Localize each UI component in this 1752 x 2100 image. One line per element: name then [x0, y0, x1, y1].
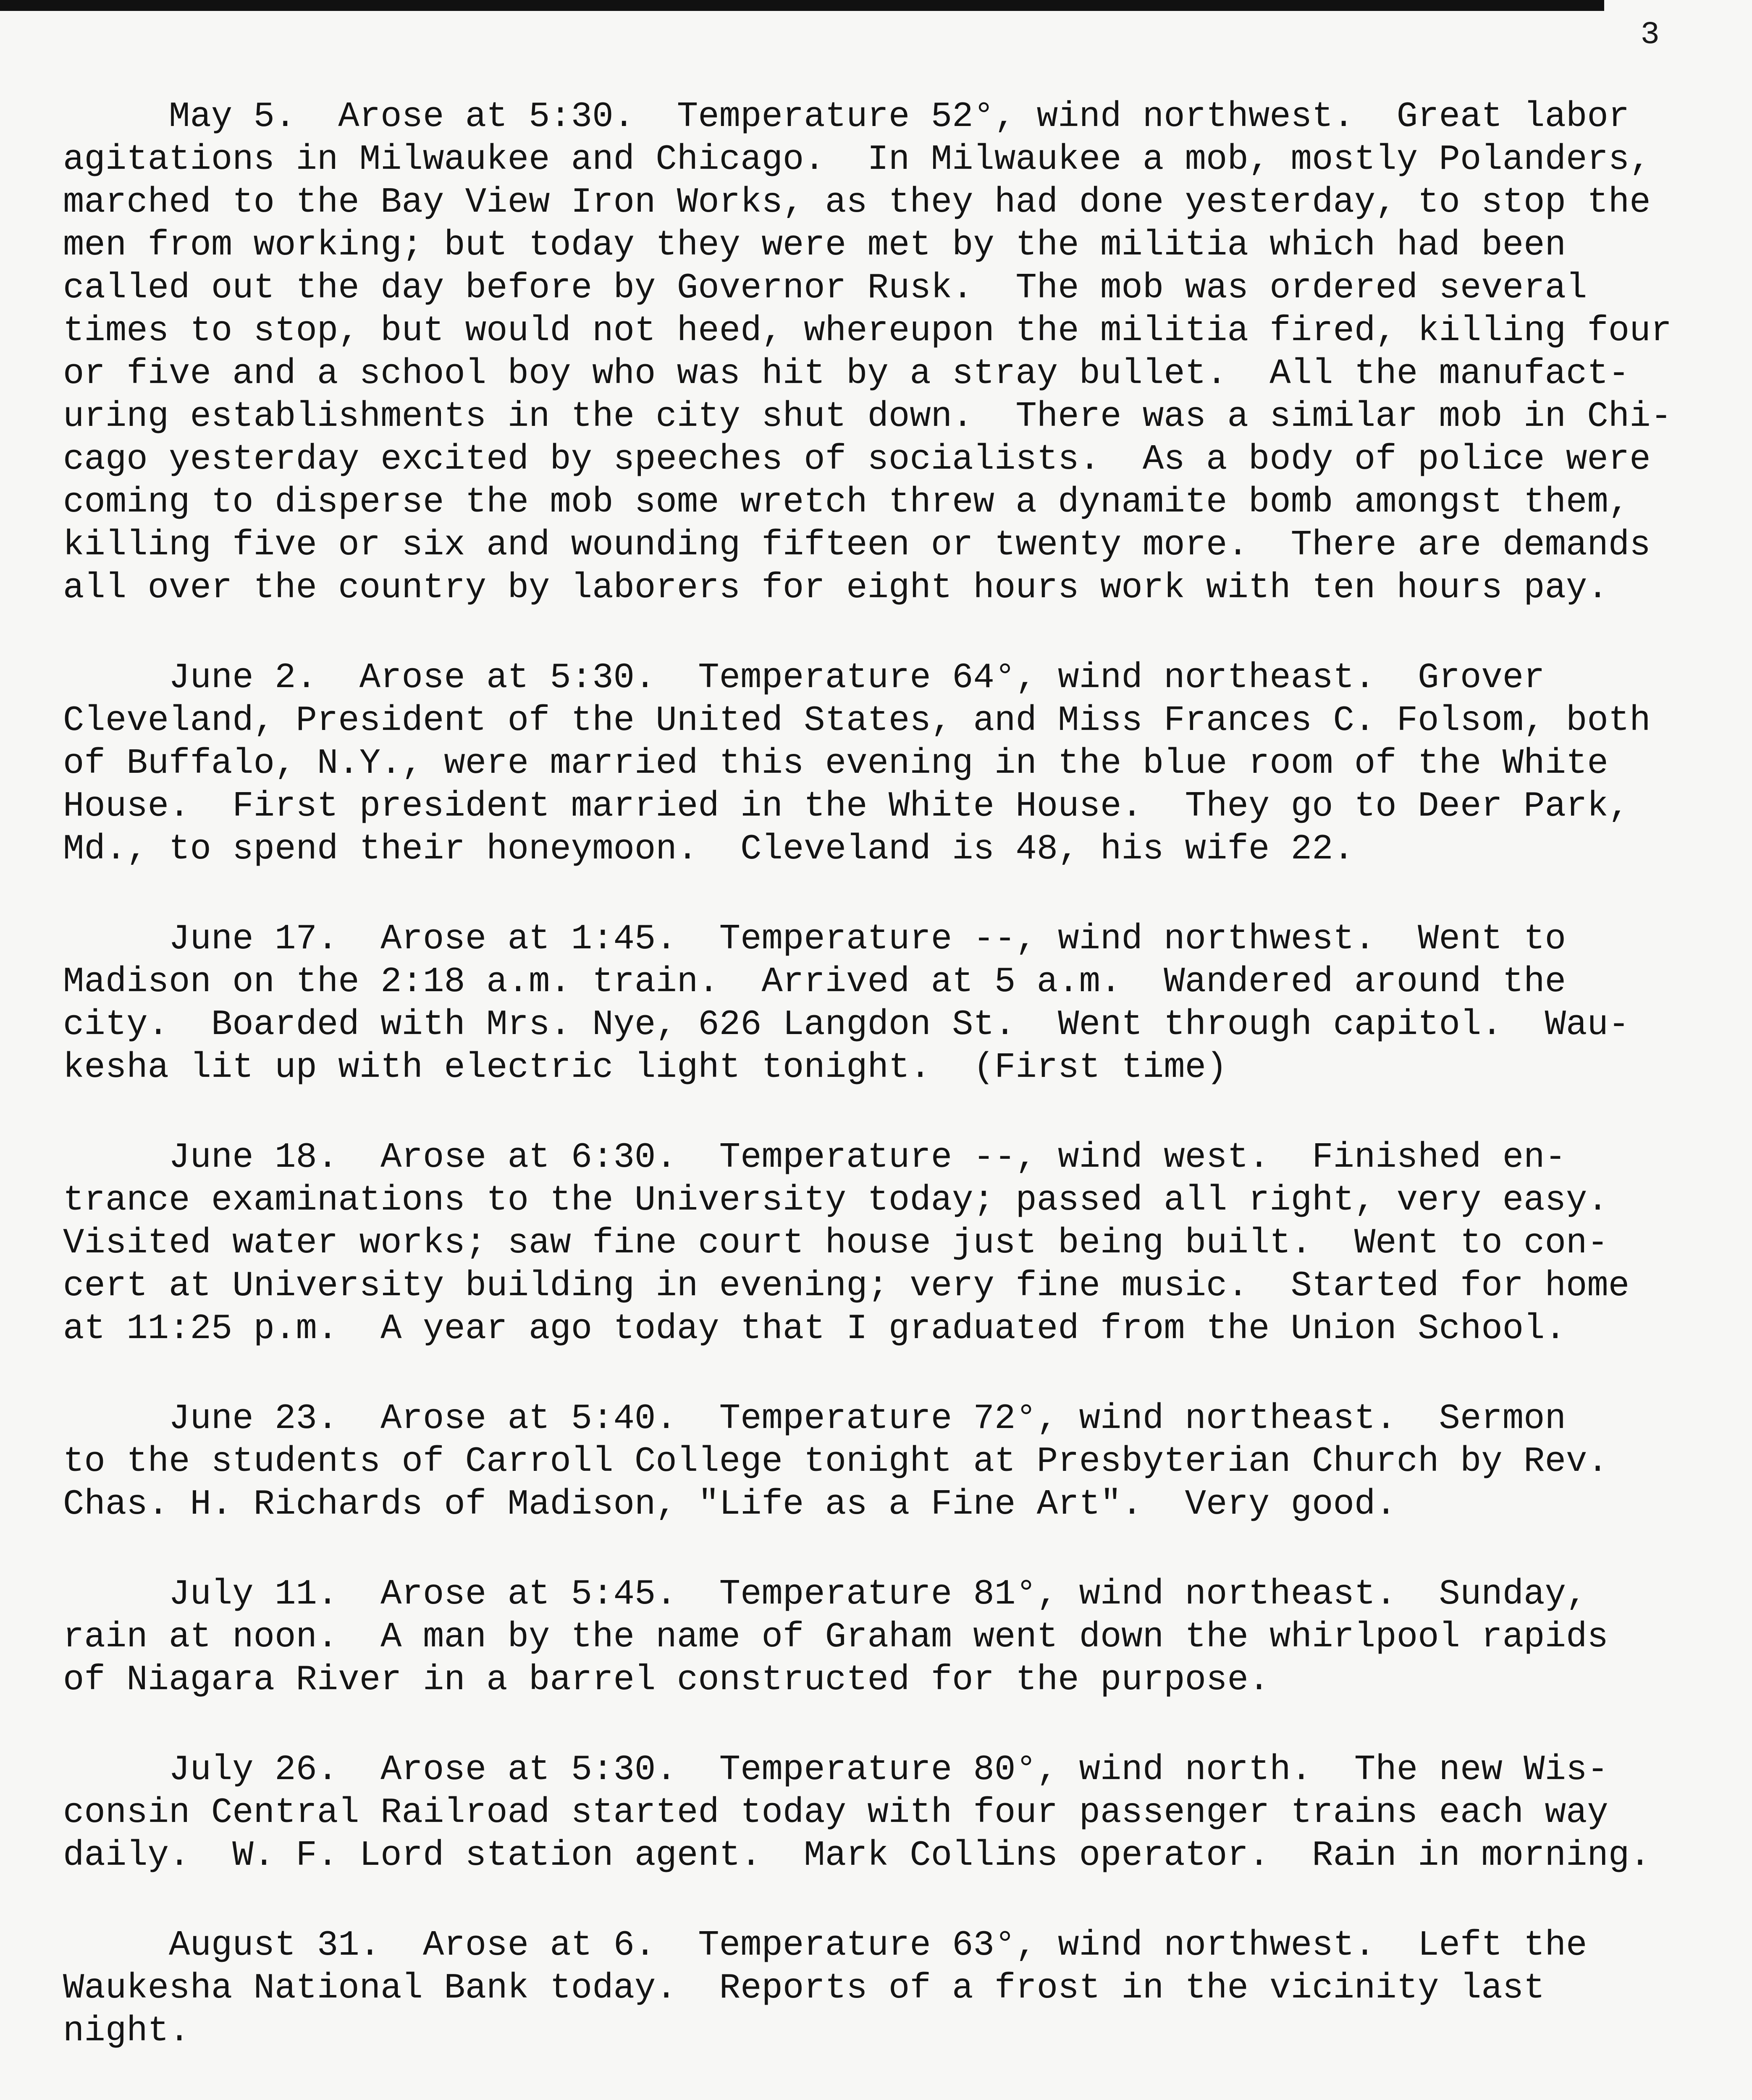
- text-line: all over the country by laborers for eight hours work with ten hours pay.: [63, 568, 1608, 608]
- text-line: of Niagara River in a barrel constructed for the purpose.: [63, 1660, 1270, 1700]
- text-line: times to stop, but would not heed, whereupon the militia fired, killing four: [63, 311, 1672, 351]
- text-line: marched to the Bay View Iron Works, as they had done yesterday, to stop the: [63, 183, 1651, 223]
- text-line: of Buffalo, N.Y., were married this evening in the blue room of the White: [63, 744, 1608, 784]
- text-line: Chas. H. Richards of Madison, "Life as a Fine Art". Very good.: [63, 1485, 1397, 1525]
- text-line: cert at University building in evening; very fine music. Started for home: [63, 1266, 1630, 1306]
- entry-august-31: [63, 1924, 1692, 2053]
- top-border-line: [0, 0, 1604, 11]
- entry-june-23: [63, 1398, 1692, 1526]
- text-line: July 11. Arose at 5:45. Temperature 81°, wind northeast. Sunday,: [63, 1575, 1587, 1614]
- entry-july-26: [63, 1749, 1692, 1877]
- text-line: Md., to spend their honeymoon. Cleveland is 48, his wife 22.: [63, 830, 1354, 869]
- text-line: June 18. Arose at 6:30. Temperature --, wind west. Finished en-: [63, 1138, 1566, 1178]
- entry-july-11: [63, 1573, 1692, 1702]
- page-number: 3: [1640, 17, 1660, 53]
- entry-may-5: [63, 96, 1692, 610]
- text-line: night.: [63, 2011, 190, 2051]
- diary-body: [63, 96, 1692, 2100]
- text-line: trance examinations to the University today; passed all right, very easy.: [63, 1181, 1608, 1221]
- text-line: June 17. Arose at 1:45. Temperature --, wind northwest. Went to: [63, 919, 1566, 959]
- text-line: called out the day before by Governor Rusk. The mob was ordered several: [63, 268, 1587, 308]
- text-line: June 2. Arose at 5:30. Temperature 64°, wind northeast. Grover: [63, 658, 1545, 698]
- text-line: men from working; but today they were met by the militia which had been: [63, 226, 1566, 265]
- text-line: Visited water works; saw fine court house just being built. Went to con-: [63, 1223, 1608, 1263]
- text-line: Waukesha National Bank today. Reports of a frost in the vicinity last: [63, 1969, 1545, 2008]
- text-line: coming to disperse the mob some wretch threw a dynamite bomb amongst them,: [63, 483, 1630, 522]
- text-line: May 5. Arose at 5:30. Temperature 52°, wind northwest. Great labor: [63, 97, 1630, 137]
- text-line: city. Boarded with Mrs. Nye, 626 Langdon St. Went through capitol. Wau-: [63, 1005, 1630, 1045]
- text-line: cago yesterday excited by speeches of socialists. As a body of police were: [63, 440, 1651, 480]
- text-line: July 26. Arose at 5:30. Temperature 80°, wind north. The new Wis-: [63, 1750, 1608, 1790]
- text-line: June 23. Arose at 5:40. Temperature 72°, wind northeast. Sermon: [63, 1399, 1566, 1439]
- text-line: Cleveland, President of the United States, and Miss Frances C. Folsom, both: [63, 701, 1651, 741]
- text-line: kesha lit up with electric light tonight. (First time): [63, 1048, 1227, 1088]
- text-line: rain at noon. A man by the name of Graham went down the whirlpool rapids: [63, 1617, 1608, 1657]
- text-line: August 31. Arose at 6. Temperature 63°, wind northwest. Left the: [63, 1926, 1587, 1966]
- entry-june-2: [63, 657, 1692, 871]
- text-line: uring establishments in the city shut down. There was a similar mob in Chi-: [63, 397, 1672, 437]
- text-line: Madison on the 2:18 a.m. train. Arrived at 5 a.m. Wandered around the: [63, 962, 1566, 1002]
- text-line: House. First president married in the White House. They go to Deer Park,: [63, 787, 1630, 827]
- text-line: to the students of Carroll College tonight at Presbyterian Church by Rev.: [63, 1442, 1608, 1482]
- text-line: daily. W. F. Lord station agent. Mark Collins operator. Rain in morning.: [63, 1836, 1651, 1876]
- text-line: killing five or six and wounding fifteen or twenty more. There are demands: [63, 525, 1651, 565]
- entry-june-17: [63, 918, 1692, 1089]
- text-line: agitations in Milwaukee and Chicago. In Milwaukee a mob, mostly Polanders,: [63, 140, 1651, 180]
- text-line: consin Central Railroad started today with four passenger trains each way: [63, 1793, 1608, 1833]
- text-line: or five and a school boy who was hit by a stray bullet. All the manufact-: [63, 354, 1630, 394]
- text-line: at 11:25 p.m. A year ago today that I graduated from the Union School.: [63, 1309, 1566, 1349]
- entry-june-18: [63, 1137, 1692, 1351]
